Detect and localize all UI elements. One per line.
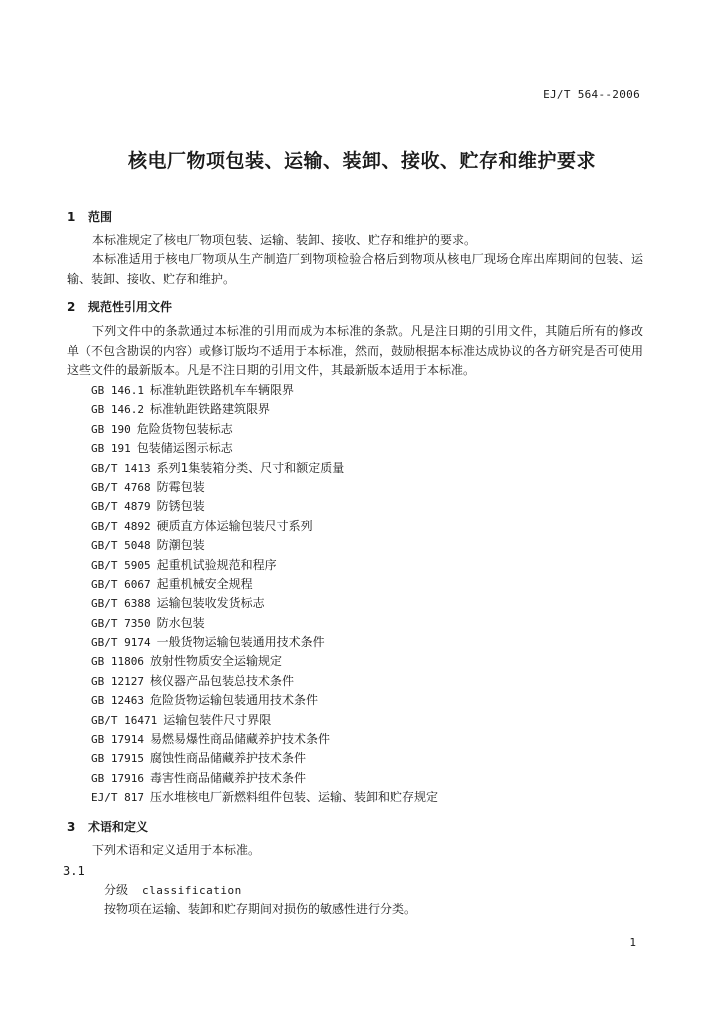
reference-code: GB 11806 (91, 655, 144, 669)
reference-code: GB/T 16471 (91, 713, 158, 727)
term-english: classification (142, 884, 242, 897)
reference-title: 防霉包装 (156, 479, 205, 494)
reference-item (91, 711, 438, 730)
reference-item (91, 420, 438, 439)
reference-item (91, 400, 438, 419)
reference-code: GB/T 5905 (91, 558, 151, 572)
reference-code: GB/T 1413 (91, 461, 151, 475)
reference-title: 易燃易爆性商品储藏养护技术条件 (149, 732, 330, 747)
reference-code: GB 191 (91, 442, 131, 456)
reference-item (91, 459, 438, 478)
section-3-number: 3 (67, 820, 76, 834)
reference-title: 防潮包装 (156, 538, 205, 553)
section-1-heading (67, 208, 112, 225)
reference-title: 压水堆核电厂新燃料组件包装、运输、装卸和贮存规定 (149, 790, 438, 805)
reference-code: EJ/T 817 (91, 791, 144, 805)
section-3-heading (67, 818, 148, 835)
reference-title: 腐蚀性商品储藏养护技术条件 (149, 751, 306, 766)
reference-item (91, 633, 438, 652)
reference-item (91, 730, 438, 749)
reference-code: GB/T 6067 (91, 577, 151, 591)
terms-intro-paragraph: 下列术语和定义适用于本标准。 (92, 843, 261, 857)
reference-title: 运输包装收发货标志 (156, 596, 265, 611)
term-definition: 按物项在运输、装卸和贮存期间对损伤的敏感性进行分类。 (104, 902, 417, 916)
reference-item (91, 788, 438, 807)
reference-code: GB 146.2 (91, 403, 144, 417)
reference-item (91, 652, 438, 671)
reference-code: GB 190 (91, 422, 131, 436)
reference-code: GB/T 7350 (91, 616, 151, 630)
standard-code: EJ/T 564--2006 (543, 88, 640, 101)
reference-item (91, 594, 438, 613)
reference-code: GB 17916 (91, 771, 144, 785)
reference-code: GB 17915 (91, 752, 144, 766)
reference-title: 标准轨距铁路建筑限界 (149, 402, 270, 417)
section-1-title: 范围 (88, 210, 113, 224)
reference-code: GB/T 4768 (91, 480, 151, 494)
reference-item (91, 439, 438, 458)
subclause-number: 3.1 (63, 864, 85, 878)
reference-code: GB/T 4892 (91, 519, 151, 533)
reference-title: 毒害性商品储藏养护技术条件 (149, 770, 306, 785)
reference-item (91, 497, 438, 516)
reference-title: 防水包装 (156, 615, 205, 630)
reference-item (91, 478, 438, 497)
reference-code: GB 12463 (91, 694, 144, 708)
reference-title: 标准轨距铁路机车车辆限界 (149, 383, 294, 397)
reference-code: GB 12127 (91, 674, 144, 688)
scope-paragraph-1: 本标准规定了核电厂物项包装、运输、装卸、接收、贮存和维护的要求。 (92, 233, 477, 247)
reference-code: GB/T 5048 (91, 539, 151, 553)
reference-item (91, 556, 438, 575)
reference-title: 运输包装件尺寸界限 (163, 712, 272, 727)
reference-code: GB/T 9174 (91, 636, 151, 650)
reference-title: 危险货物运输包装通用技术条件 (149, 693, 318, 708)
reference-item (91, 691, 438, 710)
reference-title: 系列1集装箱分类、尺寸和额定质量 (156, 460, 345, 475)
section-2-title: 规范性引用文件 (88, 300, 173, 314)
reference-item (91, 381, 438, 400)
reference-code: GB/T 4879 (91, 500, 151, 514)
reference-title: 包装储运图示标志 (136, 441, 233, 456)
scope-paragraph-2: 本标准适用于核电厂物项从生产制造厂到物项检验合格后到物项从核电厂现场仓库出库期间的包装、运输、装卸、接收、贮存和维护。 (67, 252, 643, 286)
reference-list (91, 381, 438, 808)
reference-title: 硬质直方体运输包装尺寸系列 (156, 518, 313, 533)
reference-code: GB 17914 (91, 733, 144, 747)
term-entry (104, 881, 242, 898)
reference-item (91, 672, 438, 691)
page-number: 1 (629, 936, 636, 949)
reference-item (91, 769, 438, 788)
reference-title: 一般货物运输包装通用技术条件 (156, 635, 325, 650)
reference-title: 起重机械安全规程 (156, 576, 253, 591)
section-2-heading (67, 298, 172, 315)
normative-intro-paragraph: 下列文件中的条款通过本标准的引用而成为本标准的条款。凡是注日期的引用文件，其随后所有的修改单（不包含勘误的内容）或修订版均不适用于本标准，然而，鼓励根据本标准达成协议的各方研究是否可使用这些文件的最新版本。凡是不注日期的引用文件，其最新版本适用于本标准。 (67, 324, 644, 377)
term-chinese: 分级 (104, 883, 129, 897)
reference-title: 放射性物质安全运输规定 (149, 654, 282, 669)
reference-item (91, 536, 438, 555)
document-title: 核电厂物项包装、运输、装卸、接收、贮存和维护要求 (127, 150, 596, 172)
section-3-title: 术语和定义 (88, 820, 149, 834)
reference-item (91, 749, 438, 768)
reference-title: 核仪器产品包装总技术条件 (149, 673, 294, 688)
section-1-number: 1 (67, 210, 76, 224)
reference-item (91, 517, 438, 536)
reference-item (91, 575, 438, 594)
reference-item (91, 614, 438, 633)
reference-code: GB/T 6388 (91, 597, 151, 611)
reference-title: 危险货物包装标志 (136, 421, 233, 436)
reference-title: 起重机试验规范和程序 (156, 557, 277, 572)
section-2-number: 2 (67, 300, 76, 314)
reference-title: 防锈包装 (156, 499, 205, 514)
reference-code: GB 146.1 (91, 384, 144, 397)
